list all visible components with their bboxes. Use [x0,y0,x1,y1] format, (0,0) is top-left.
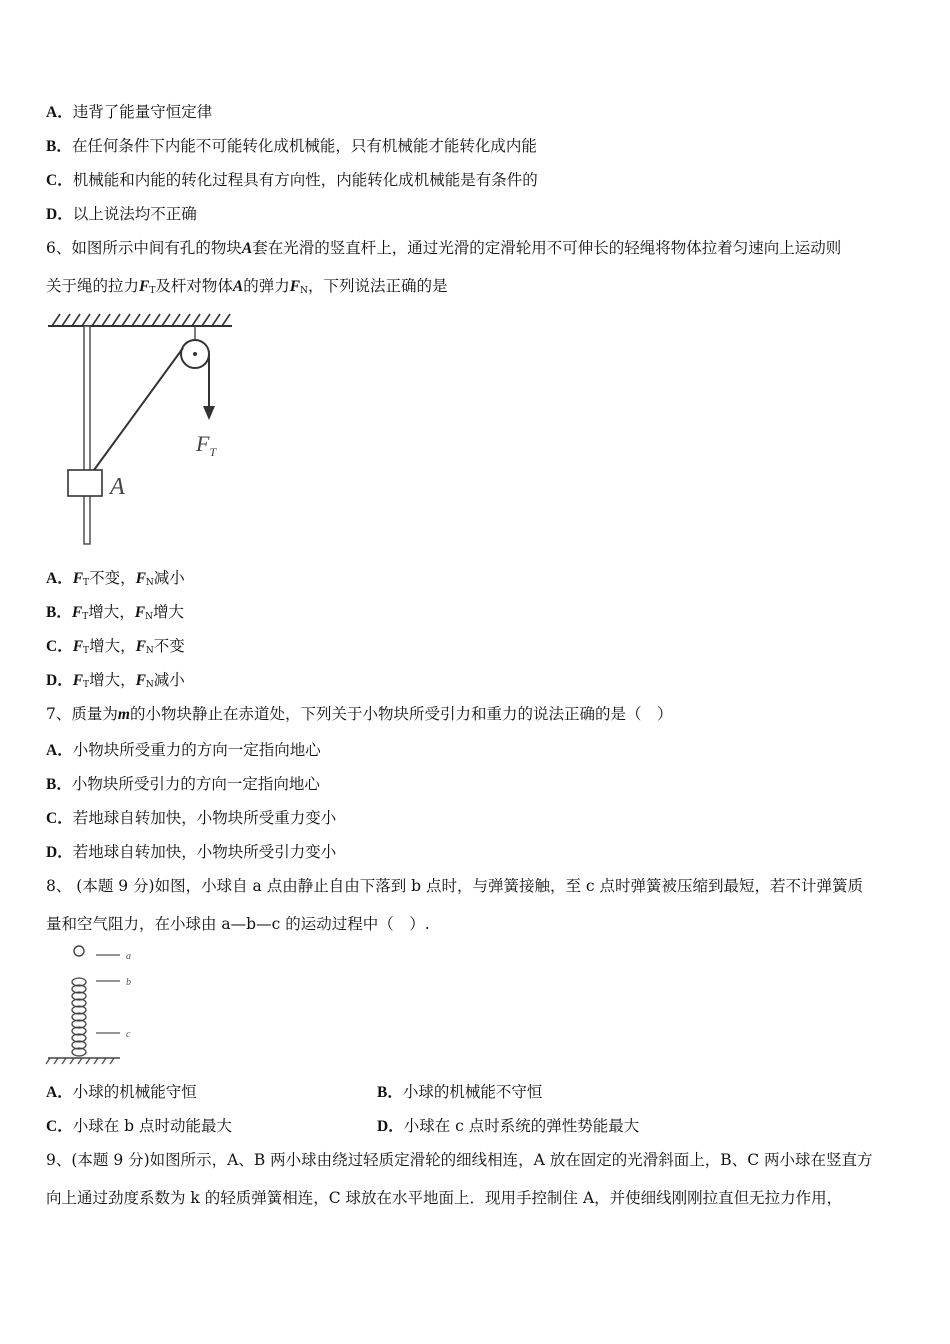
ceiling-hatch [48,314,232,326]
q8-option-a: A．小球的机械能守恒 [46,1083,197,1101]
q8-option-b: B．小球的机械能不守恒 [377,1083,543,1101]
q8-option-d: D．小球在 c 点时系统的弹性势能最大 [377,1117,640,1135]
rope-to-block [94,348,183,470]
spring-coil [72,978,86,1056]
block-a [68,470,102,496]
vertical-rod [84,326,90,544]
q6-option-a: A．$F_T$不变，$F_N$减小 [46,569,185,588]
force-arrowhead [203,406,215,420]
spring-diagram [44,942,144,1066]
q9-stem-line2: 向上通过劲度系数为 k 的轻质弹簧相连，C 球放在水平地面上．现用手控制住 A，并使细线刚刚拉直但无拉力作用， [46,1189,843,1207]
q5-option-c: C．机械能和内能的转化过程具有方向性，内能转化成机械能是有条件的 [46,171,538,189]
q6-stem-line2: 关于绳的拉力$F_T$及杆对物体A的弹力$F_N$，下列说法正确的是 [46,277,448,296]
pulley-diagram [44,308,244,548]
q6-stem-line1: 6、如图所示中间有孔的物块A套在光滑的竖直杆上，通过光滑的定滑轮用不可伸长的轻绳将物体拉着匀速向上运动则 [46,239,842,257]
q7-stem: 7、质量为m的小物块静止在赤道处，下列关于小物块所受引力和重力的说法正确的是（ ） [46,705,673,723]
q6-option-d: D．$F_T$增大，$F_N$减小 [46,671,185,690]
q9-stem-line1: 9、(本题 9 分)如图所示，A、B 两小球由绕过轻质定滑轮的细线相连，A 放在固定的光滑斜面上，B、C 两小球在竖直方 [46,1151,873,1169]
q7-option-d: D．若地球自转加快，小物块所受引力变小 [46,843,337,861]
ball [74,946,84,956]
q5-option-d: D．以上说法均不正确 [46,205,197,223]
level-c-label: c [126,1029,131,1040]
level-b-label: b [126,977,131,988]
level-a-label: a [126,951,131,962]
q8-option-c: C．小球在 b 点时动能最大 [46,1117,232,1135]
ground-hatch [46,1058,120,1064]
q7-option-a: A．小物块所受重力的方向一定指向地心 [46,741,321,759]
q8-stem-line1: 8、 (本题 9 分)如图，小球自 a 点由静止自由下落到 b 点时，与弹簧接触，至 c 点时弹簧被压缩到最短，若不计弹簧质 [46,877,864,895]
q6-option-c: C．$F_T$增大，$F_N$不变 [46,637,185,656]
block-label: A [110,474,125,500]
q8-stem-line2: 量和空气阻力，在小球由 a—b—c 的运动过程中（ ）. [46,915,430,933]
pulley-axle [193,352,197,356]
q7-option-c: C．若地球自转加快，小物块所受重力变小 [46,809,337,827]
force-label: $F_T$ [196,431,217,459]
q5-option-a: A．违背了能量守恒定律 [46,103,213,121]
q5-option-b: B．在任何条件下内能不可能转化成机械能，只有机械能才能转化成内能 [46,137,537,155]
q7-option-b: B．小物块所受引力的方向一定指向地心 [46,775,320,793]
q6-option-b: B．$F_T$增大，$F_N$增大 [46,603,184,622]
